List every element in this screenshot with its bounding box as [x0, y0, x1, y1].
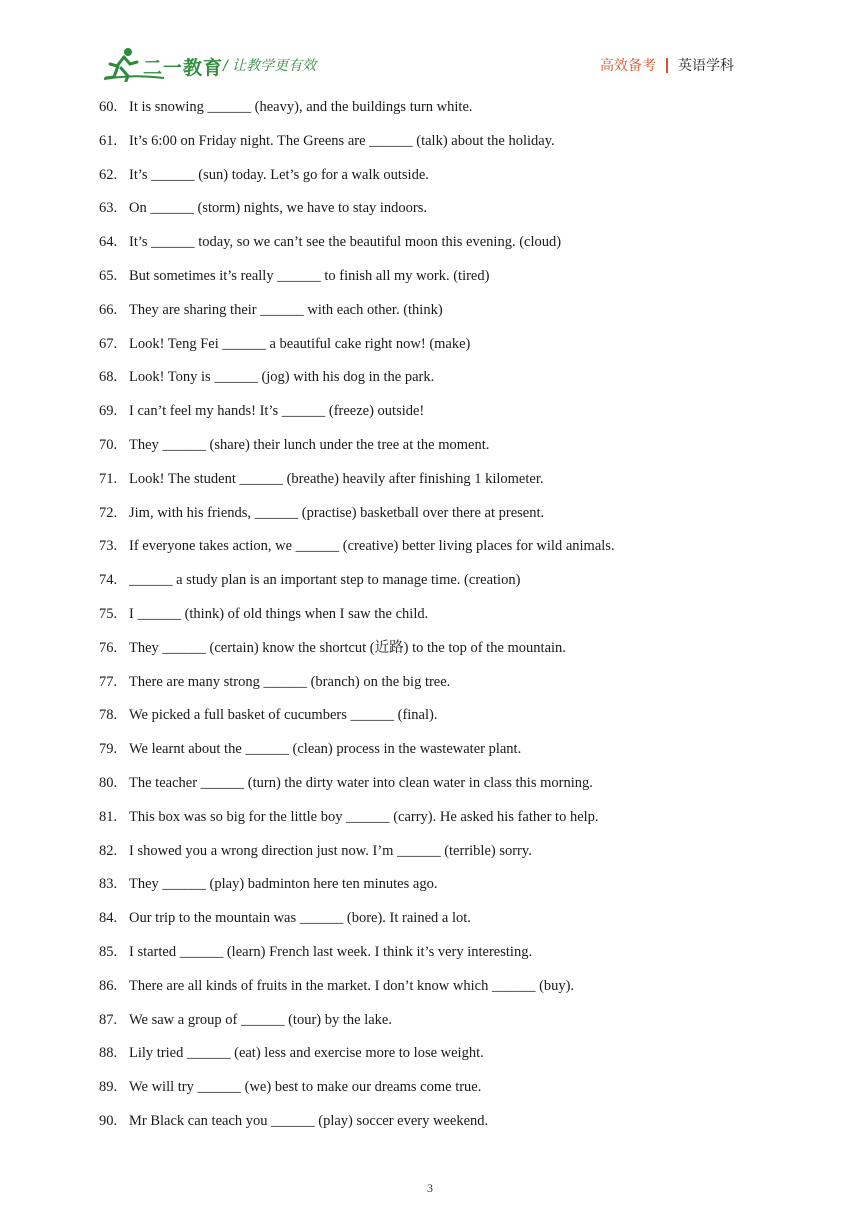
- question-item: [99, 95, 739, 129]
- question-number: 89.: [99, 1079, 118, 1096]
- logo-text: 二一教育: [143, 57, 224, 79]
- question-text: This box was so big for the little boy ______ (carry). He asked his father to help.: [129, 808, 599, 825]
- question-text: There are many strong ______ (branch) on the big tree.: [129, 673, 451, 690]
- question-text: It’s ______ (sun) today. Let’s go for a walk outside.: [129, 166, 429, 183]
- question-text: We will try ______ (we) best to make our dreams come true.: [129, 1079, 482, 1096]
- question-item: [99, 636, 739, 670]
- question-number: 67.: [99, 335, 118, 352]
- question-item: [99, 1109, 739, 1143]
- question-number: 72.: [99, 504, 118, 521]
- header-divider: [666, 58, 668, 73]
- question-text: There are all kinds of fruits in the market. I don’t know which ______ (buy).: [129, 977, 575, 994]
- question-text: ______ a study plan is an important step to manage time. (creation): [129, 572, 521, 589]
- question-text: It’s 6:00 on Friday night. The Greens are ______ (talk) about the holiday.: [129, 132, 555, 149]
- question-item: [99, 703, 739, 737]
- question-number: 61.: [99, 132, 118, 149]
- question-list: [99, 95, 739, 1143]
- question-text: On ______ (storm) nights, we have to stay indoors.: [129, 200, 428, 217]
- question-item: [99, 737, 739, 771]
- question-item: [99, 534, 739, 568]
- question-item: [99, 298, 739, 332]
- question-text: They ______ (share) their lunch under the tree at the moment.: [129, 436, 490, 453]
- question-number: 71.: [99, 470, 118, 487]
- question-item: [99, 906, 739, 940]
- question-item: [99, 805, 739, 839]
- question-text: We picked a full basket of cucumbers ______ (final).: [129, 707, 438, 724]
- question-number: 64.: [99, 234, 118, 251]
- question-item: [99, 974, 739, 1008]
- question-text: Look! Tony is ______ (jog) with his dog in the park.: [129, 369, 435, 386]
- question-item: [99, 501, 739, 535]
- question-item: [99, 771, 739, 805]
- question-item: [99, 1041, 739, 1075]
- question-text: The teacher ______ (turn) the dirty water into clean water in class this morning.: [129, 774, 593, 791]
- question-text: Lily tried ______ (eat) less and exercise more to lose weight.: [129, 1045, 484, 1062]
- slogan: / 让教学更有效: [223, 58, 317, 74]
- question-number: 83.: [99, 876, 118, 893]
- question-item: [99, 839, 739, 873]
- question-text: Mr Black can teach you ______ (play) soccer every weekend.: [129, 1112, 489, 1129]
- question-item: [99, 1075, 739, 1109]
- question-number: 87.: [99, 1011, 118, 1028]
- question-number: 65.: [99, 267, 118, 284]
- question-number: 85.: [99, 943, 118, 960]
- question-item: [99, 264, 739, 298]
- question-text: If everyone takes action, we ______ (creative) better living places for wild animals.: [129, 538, 615, 555]
- question-item: [99, 602, 739, 636]
- question-text: Jim, with his friends, ______ (practise) basketball over there at present.: [129, 504, 545, 521]
- question-number: 84.: [99, 910, 118, 927]
- question-number: 82.: [99, 842, 118, 859]
- question-number: 79.: [99, 741, 118, 758]
- page-number: 3: [427, 1181, 433, 1195]
- question-number: 60.: [99, 99, 118, 115]
- question-number: 88.: [99, 1045, 118, 1062]
- question-text: It is snowing ______ (heavy), and the buildings turn white.: [129, 99, 473, 115]
- question-item: [99, 872, 739, 906]
- question-number: 74.: [99, 572, 118, 589]
- question-number: 69.: [99, 403, 118, 420]
- question-text: I can’t feel my hands! It’s ______ (freeze) outside!: [129, 403, 425, 420]
- page-header: [0, 0, 860, 90]
- question-number: 76.: [99, 639, 118, 656]
- question-number: 70.: [99, 436, 118, 453]
- question-text: I started ______ (learn) French last week. I think it’s very interesting.: [129, 943, 533, 960]
- question-item: [99, 163, 739, 197]
- question-text: They are sharing their ______ with each other. (think): [129, 301, 443, 318]
- question-text: Look! Teng Fei ______ a beautiful cake right now! (make): [129, 335, 471, 352]
- question-number: 68.: [99, 369, 118, 386]
- question-text: We saw a group of ______ (tour) by the lake.: [129, 1011, 392, 1028]
- exam-label: 高效备考: [600, 58, 656, 74]
- question-item: [99, 332, 739, 366]
- question-text: I showed you a wrong direction just now. I’m ______ (terrible) sorry.: [129, 842, 532, 859]
- question-text: Our trip to the mountain was ______ (bore). It rained a lot.: [129, 910, 471, 927]
- question-item: [99, 196, 739, 230]
- question-item: [99, 230, 739, 264]
- question-number: 77.: [99, 673, 118, 690]
- subject-label: 英语学科: [678, 58, 734, 74]
- question-number: 80.: [99, 774, 118, 791]
- question-text: Look! The student ______ (breathe) heavily after finishing 1 kilometer.: [129, 470, 544, 487]
- question-text: They ______ (play) badminton here ten minutes ago.: [129, 876, 438, 893]
- question-number: 81.: [99, 808, 118, 825]
- question-number: 62.: [99, 166, 118, 183]
- question-item: [99, 129, 739, 163]
- question-text: They ______ (certain) know the shortcut (近路) to the top of the mountain.: [129, 639, 566, 656]
- question-text: We learnt about the ______ (clean) process in the wastewater plant.: [129, 741, 522, 758]
- question-item: [99, 1008, 739, 1042]
- question-item: [99, 568, 739, 602]
- question-text: But sometimes it’s really ______ to finish all my work. (tired): [129, 267, 490, 284]
- question-item: [99, 670, 739, 704]
- header-right: [600, 55, 734, 75]
- question-number: 73.: [99, 538, 118, 555]
- question-text: It’s ______ today, so we can’t see the beautiful moon this evening. (cloud): [129, 234, 562, 251]
- question-item: [99, 365, 739, 399]
- question-number: 86.: [99, 977, 118, 994]
- question-item: [99, 940, 739, 974]
- question-number: 90.: [99, 1112, 118, 1129]
- question-item: [99, 399, 739, 433]
- question-item: [99, 433, 739, 467]
- question-number: 63.: [99, 200, 118, 217]
- question-number: 78.: [99, 707, 118, 724]
- question-item: [99, 467, 739, 501]
- question-text: I ______ (think) of old things when I saw the child.: [129, 605, 429, 622]
- question-number: 66.: [99, 301, 118, 318]
- question-number: 75.: [99, 605, 118, 622]
